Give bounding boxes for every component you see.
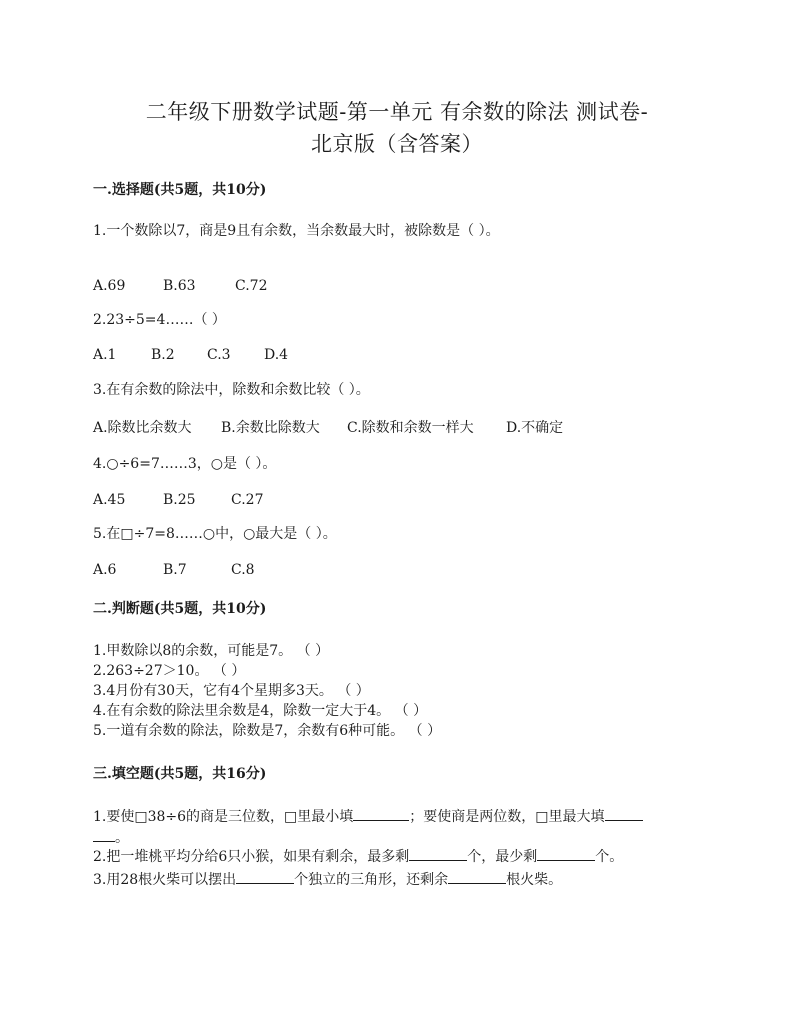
question-stem: 5.在□÷7=8……○中，○最大是（ ）。 [93,526,337,542]
option: A.1 [93,347,117,363]
question-text: 1.要使□38÷6的商是三位数，□里最小填 [93,809,354,825]
option: C.3 [207,347,231,363]
option: B.63 [163,278,196,294]
question-stem: 2.23÷5=4……（ ） [93,312,226,328]
section-heading-fill: 三.填空题(共5题，共16分) [93,766,267,782]
option-row [93,345,288,365]
option-row [93,418,563,438]
judgement-item: 3.4月份有30天，它有4个星期多3天。 （ ） [93,683,370,699]
answer-blank[interactable] [353,806,409,821]
document-title-line2: 北京版（含答案） [311,132,483,156]
question-text: 个，最少剩 [467,849,538,865]
fill-question [93,869,562,890]
answer-blank[interactable] [537,846,595,861]
option-row [93,490,263,510]
answer-blank[interactable] [93,827,115,842]
option: C.72 [235,278,268,294]
option: B.25 [163,492,196,508]
answer-blank[interactable] [409,846,467,861]
answer-blank[interactable] [236,869,294,884]
question-text: 个独立的三角形，还剩余 [294,872,449,888]
question-text: 2.把一堆桃平均分给6只小猴，如果有剩余，最多剩 [93,849,410,865]
option: C.8 [231,562,255,578]
question-stem: 4.○÷6=7……3，○是（ ）。 [93,456,277,472]
option: A.6 [93,562,117,578]
question-text: ；要使商是两位数，□里最大填 [409,809,605,825]
judgement-item: 4.在有余数的除法里余数是4，除数一定大于4。 （ ） [93,703,428,719]
question-text: 3.用28根火柴可以摆出 [93,872,237,888]
question-stem: 1.一个数除以7，商是9且有余数，当余数最大时，被除数是（ ）。 [93,223,500,239]
judgement-item: 5.一道有余数的除法，除数是7，余数有6种可能。 （ ） [93,723,442,739]
question-text: 个。 [595,849,624,865]
section-heading-choice: 一.选择题(共5题，共10分) [93,182,267,198]
question-text: 根火柴。 [506,872,563,888]
option: C.27 [231,492,264,508]
option: B.2 [151,347,175,363]
fill-question [93,846,623,867]
option-row [93,276,267,296]
option: B.7 [163,562,187,578]
question-stem: 3.在有余数的除法中，除数和余数比较（ ）。 [93,382,370,398]
section-heading-judgement: 二.判断题(共5题，共10分) [93,601,267,617]
option: A.45 [93,492,126,508]
option-row [93,560,255,580]
document-title-line1: 二年级下册数学试题-第一单元 有余数的除法 测试卷- [145,100,649,124]
question-text: 。 [115,830,129,846]
option: B.余数比除数大 [221,420,320,436]
answer-blank[interactable] [448,869,506,884]
judgement-item: 1.甲数除以8的余数，可能是7。 （ ） [93,643,330,659]
option: D.4 [264,347,289,363]
judgement-item: 2.263÷27＞10。 （ ） [93,663,246,679]
answer-blank[interactable] [605,806,643,821]
fill-question [93,806,703,848]
option: D.不确定 [506,420,564,436]
option: C.除数和余数一样大 [347,420,474,436]
option: A.69 [93,278,126,294]
option: A.除数比余数大 [93,420,192,436]
